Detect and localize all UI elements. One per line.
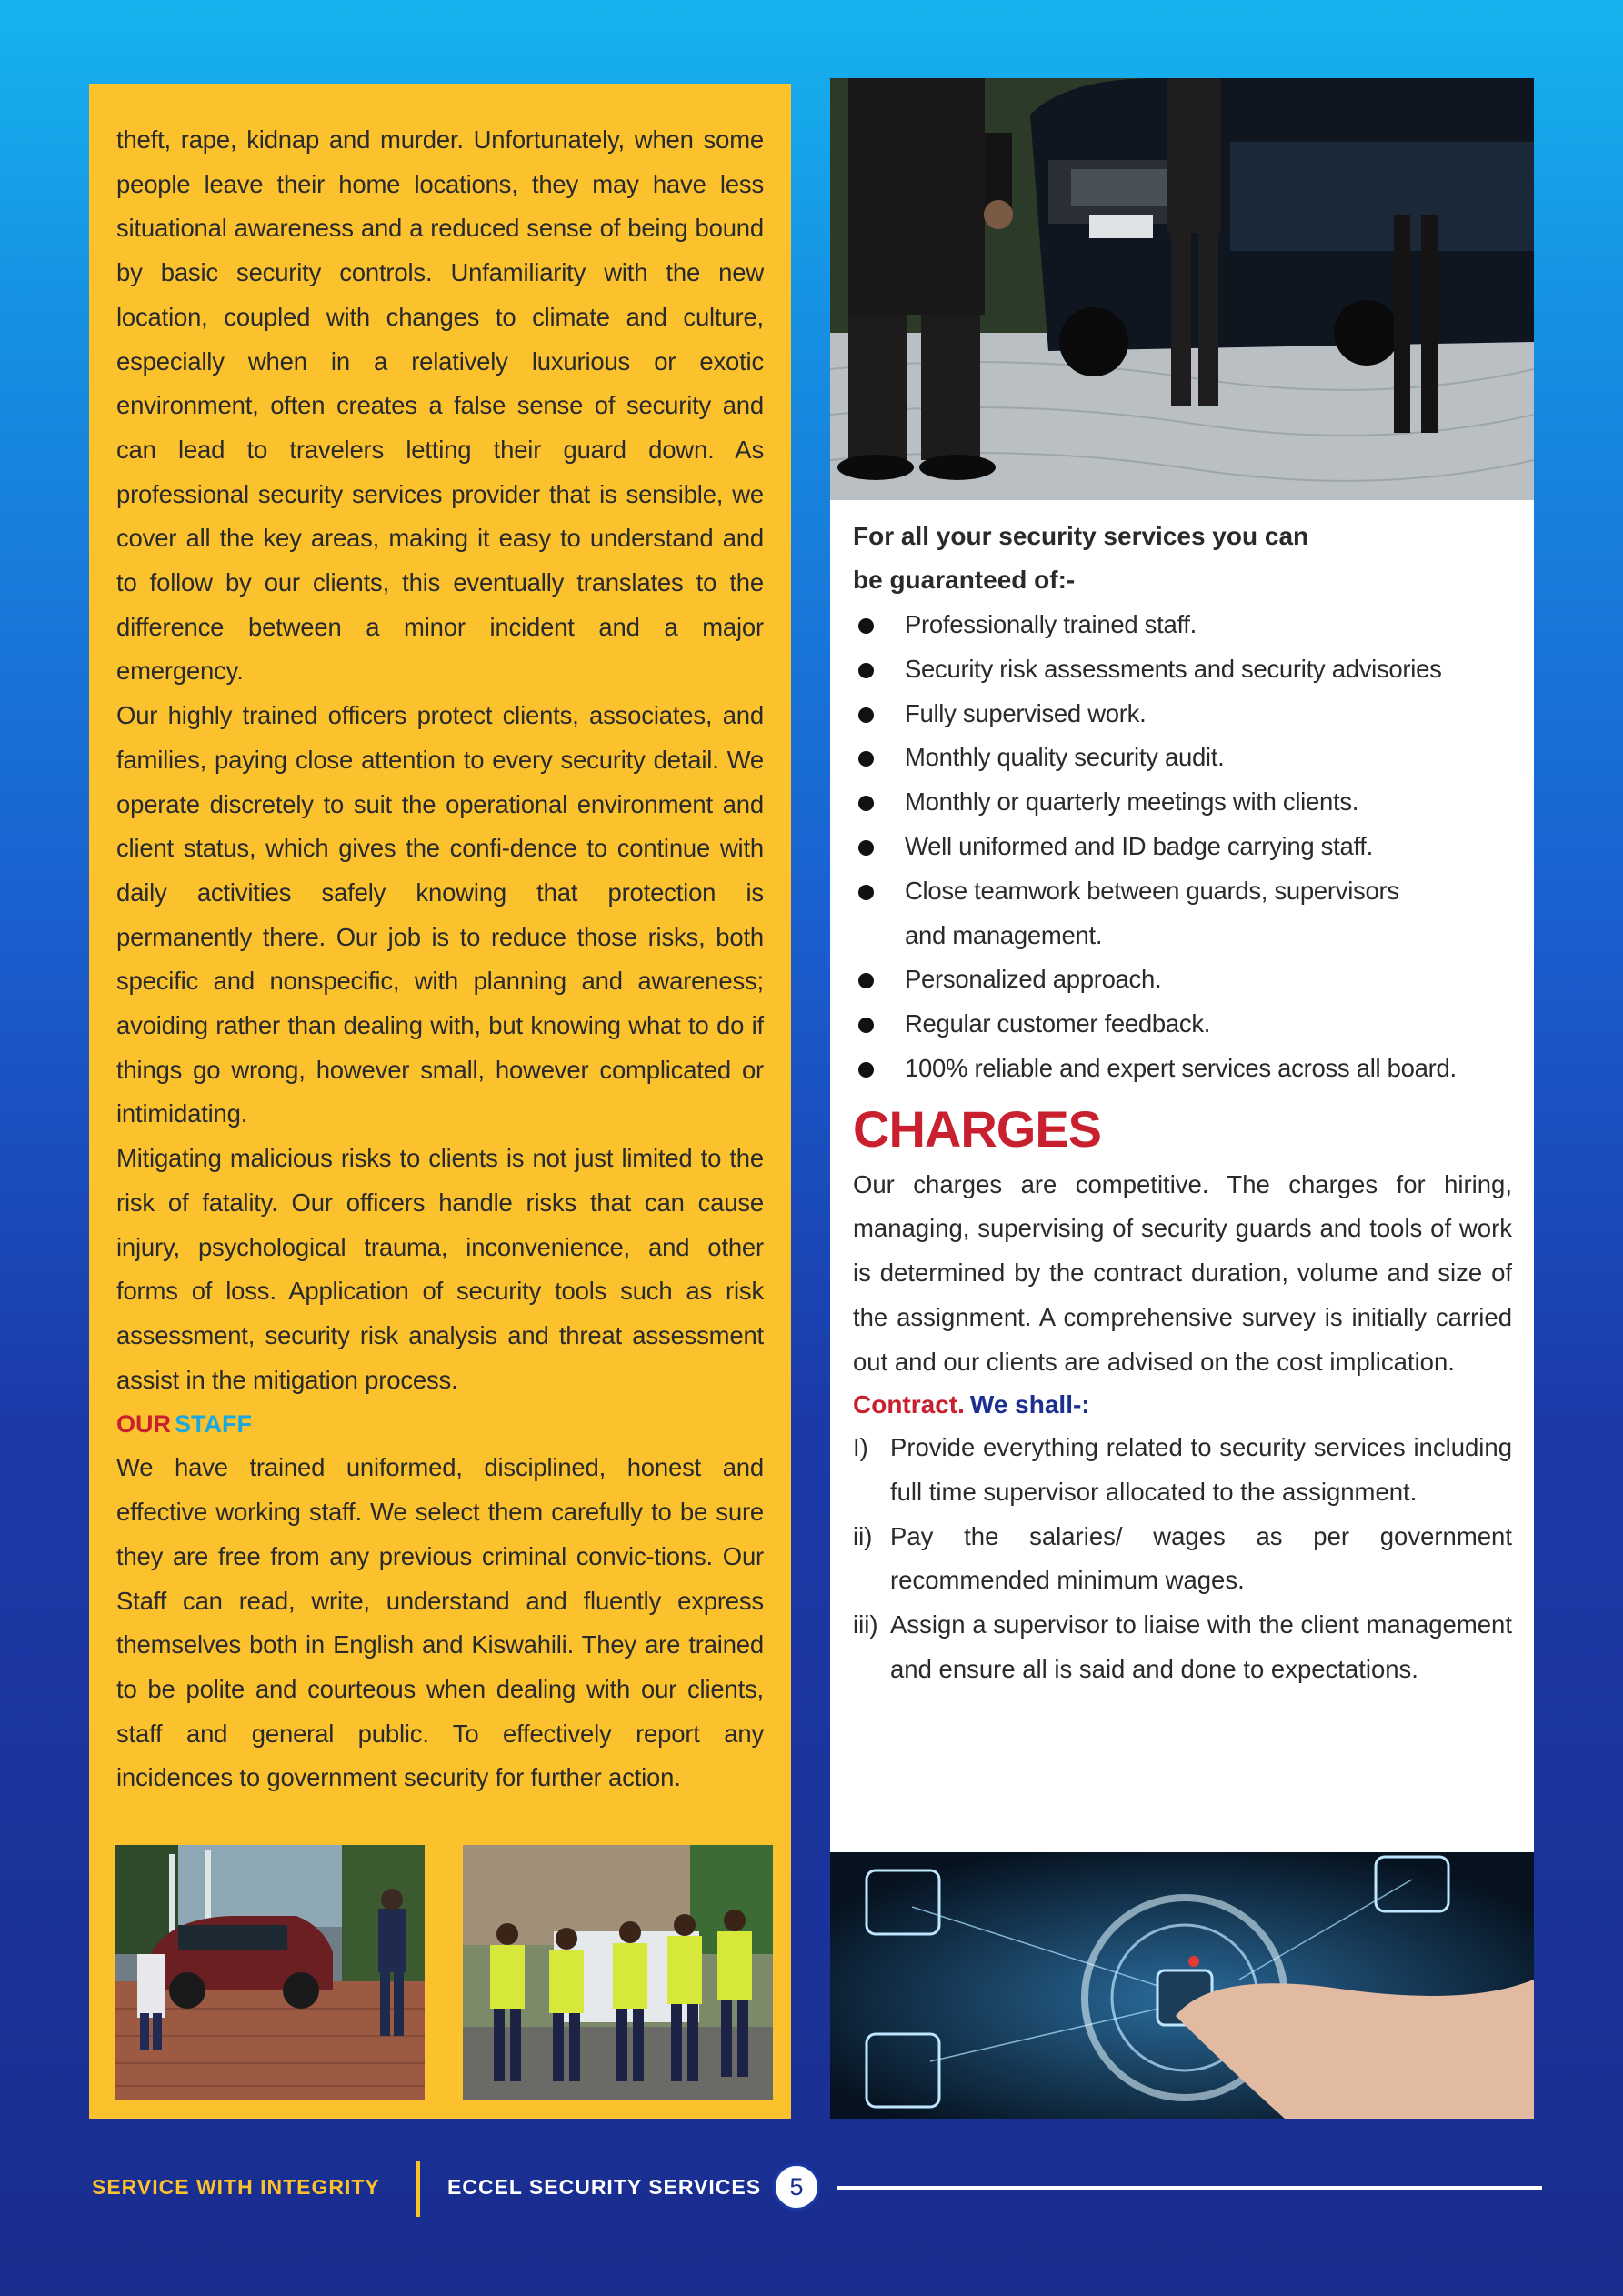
body-paragraph: Mitigating malicious risks to clients is not just limited to the risk of fatality. Our officers handle risks that can cause injury, psychological trauma, inconvenience, and other forms of loss. Application of security tools such as risk assessment, security risk analysis and threat assessment assist in the mitigation process. <box>116 1144 764 1394</box>
list-item-text: Close teamwork between guards, supervisors and management. <box>905 876 1399 949</box>
footer-line <box>837 2186 1542 2190</box>
body-paragraph: Our highly trained officers protect clients, associates, and families, paying close attention to every security detail. We operate discretely to suit the operational environment and client status, which gives the confi-dence to continue with daily activities safely knowing that protection is permanently there. Our job is to reduce those risks, both specific and nonspecific, with planning and awareness; avoiding rather than dealing with, but knowing what to do if things go wrong, however small, however complicated or intimidating. <box>116 701 764 1128</box>
staff-heading <box>116 1402 764 1446</box>
list-item-text: Monthly or quarterly meetings with clients. <box>905 787 1359 817</box>
bullet-icon <box>858 618 874 634</box>
guarantee-list <box>853 603 1512 1091</box>
list-item-text: Well uniformed and ID badge carrying staff. <box>905 831 1373 860</box>
bullet-icon <box>858 840 874 856</box>
term-item <box>853 1426 1512 1514</box>
bullet-icon <box>858 885 874 900</box>
guarantee-line-1: For all your security services you can <box>853 522 1309 550</box>
list-item <box>853 780 1512 825</box>
term-item <box>853 1515 1512 1603</box>
contract-heading <box>853 1384 1512 1426</box>
term-number: I) <box>853 1433 868 1462</box>
bullet-icon <box>858 751 874 767</box>
staff-paragraph: We have trained uniformed, disciplined, honest and effective working staff. We select them carefully to be sure they are free from any previous criminal convic-tions. Our Staff can read, write, understand and fluently express themselves both in English and Kiswahili. They are trained to be polite and courteous when dealing with our clients, staff and general public. To effectively report any incidences to government security for further action. <box>116 1453 764 1792</box>
staff-photos <box>115 1845 773 2100</box>
footer-tagline: SERVICE WITH INTEGRITY <box>92 2175 380 2199</box>
staff-heading-staff: STAFF <box>175 1410 252 1439</box>
list-item <box>853 603 1512 647</box>
bullet-icon <box>858 1062 874 1078</box>
footer-company: ECCEL SECURITY SERVICES <box>447 2175 762 2199</box>
bullet-icon <box>858 1018 874 1033</box>
list-item <box>853 736 1512 780</box>
guarantee-line-2: be guaranteed of:- <box>853 566 1076 594</box>
list-item <box>853 1002 1512 1047</box>
tech-fingerprint-image <box>830 1852 1534 2119</box>
bullet-icon <box>858 973 874 988</box>
footer-divider <box>416 2161 420 2217</box>
photo-guards-vests <box>463 1845 773 2100</box>
right-column <box>830 78 1534 2119</box>
contract-terms <box>853 1426 1512 1691</box>
charges-heading: CHARGES <box>853 1099 1102 1158</box>
left-column <box>89 84 791 2119</box>
term-number: iii) <box>853 1610 878 1639</box>
staff-heading-our: OUR <box>116 1410 171 1439</box>
term-number: ii) <box>853 1521 873 1550</box>
list-item-text: Professionally trained staff. <box>905 610 1197 638</box>
contract-label: Contract. <box>853 1390 965 1419</box>
right-body <box>853 515 1512 1692</box>
charges-paragraph: Our charges are competitive. The charges for hiring, managing, supervising of security guards and tools of work is determined by the contract duration, volume and size of the assignment. A comprehensive survey is initially carried out and our clients are advised on the cost implication. <box>853 1169 1512 1376</box>
photo-guard-car <box>115 1845 425 2100</box>
list-item-text: Monthly quality security audit. <box>905 743 1225 772</box>
term-text: Provide everything related to security services including full time supervisor allocated to the assignment. <box>890 1433 1512 1506</box>
list-item <box>853 692 1512 737</box>
list-item-text: Regular customer feedback. <box>905 1009 1211 1038</box>
term-item <box>853 1603 1512 1691</box>
list-item-text: Security risk assessments and security advisories <box>905 654 1442 683</box>
list-item-text: Personalized approach. <box>905 965 1162 994</box>
list-item <box>853 1047 1512 1091</box>
body-paragraph: theft, rape, kidnap and murder. Unfortunately, when some people leave their home locations, they may have less situational awareness and a reduced sense of being bound by basic security controls. Unfamiliarity with the new location, coupled with changes to climate and culture, especially when in a relatively luxurious or exotic environment, often creates a false sense of security and can lead to travelers letting their guard down. As professional security services provider that is sensible, we cover all the key areas, making it easy to understand and to follow by our clients, this eventually translates to the difference between a minor incident and a major emergency. <box>116 125 764 686</box>
list-item <box>853 825 1512 869</box>
list-item <box>853 869 1512 958</box>
page-footer <box>0 2155 1623 2219</box>
page-number: 5 <box>773 2163 820 2211</box>
list-item <box>853 647 1512 692</box>
hero-photo-bodyguards-car <box>830 78 1534 500</box>
contract-sub: We shall-: <box>969 1390 1090 1419</box>
term-text: Pay the salaries/ wages as per government recommended minimum wages. <box>890 1521 1512 1595</box>
bullet-icon <box>858 663 874 678</box>
term-text: Assign a supervisor to liaise with the client management and ensure all is said and done to expectations. <box>890 1610 1512 1683</box>
list-item-text: Fully supervised work. <box>905 698 1147 727</box>
guarantee-heading <box>853 515 1512 602</box>
bullet-icon <box>858 707 874 723</box>
list-item <box>853 958 1512 1002</box>
list-item-text: 100% reliable and expert services across all board. <box>905 1053 1457 1082</box>
bullet-icon <box>858 796 874 811</box>
